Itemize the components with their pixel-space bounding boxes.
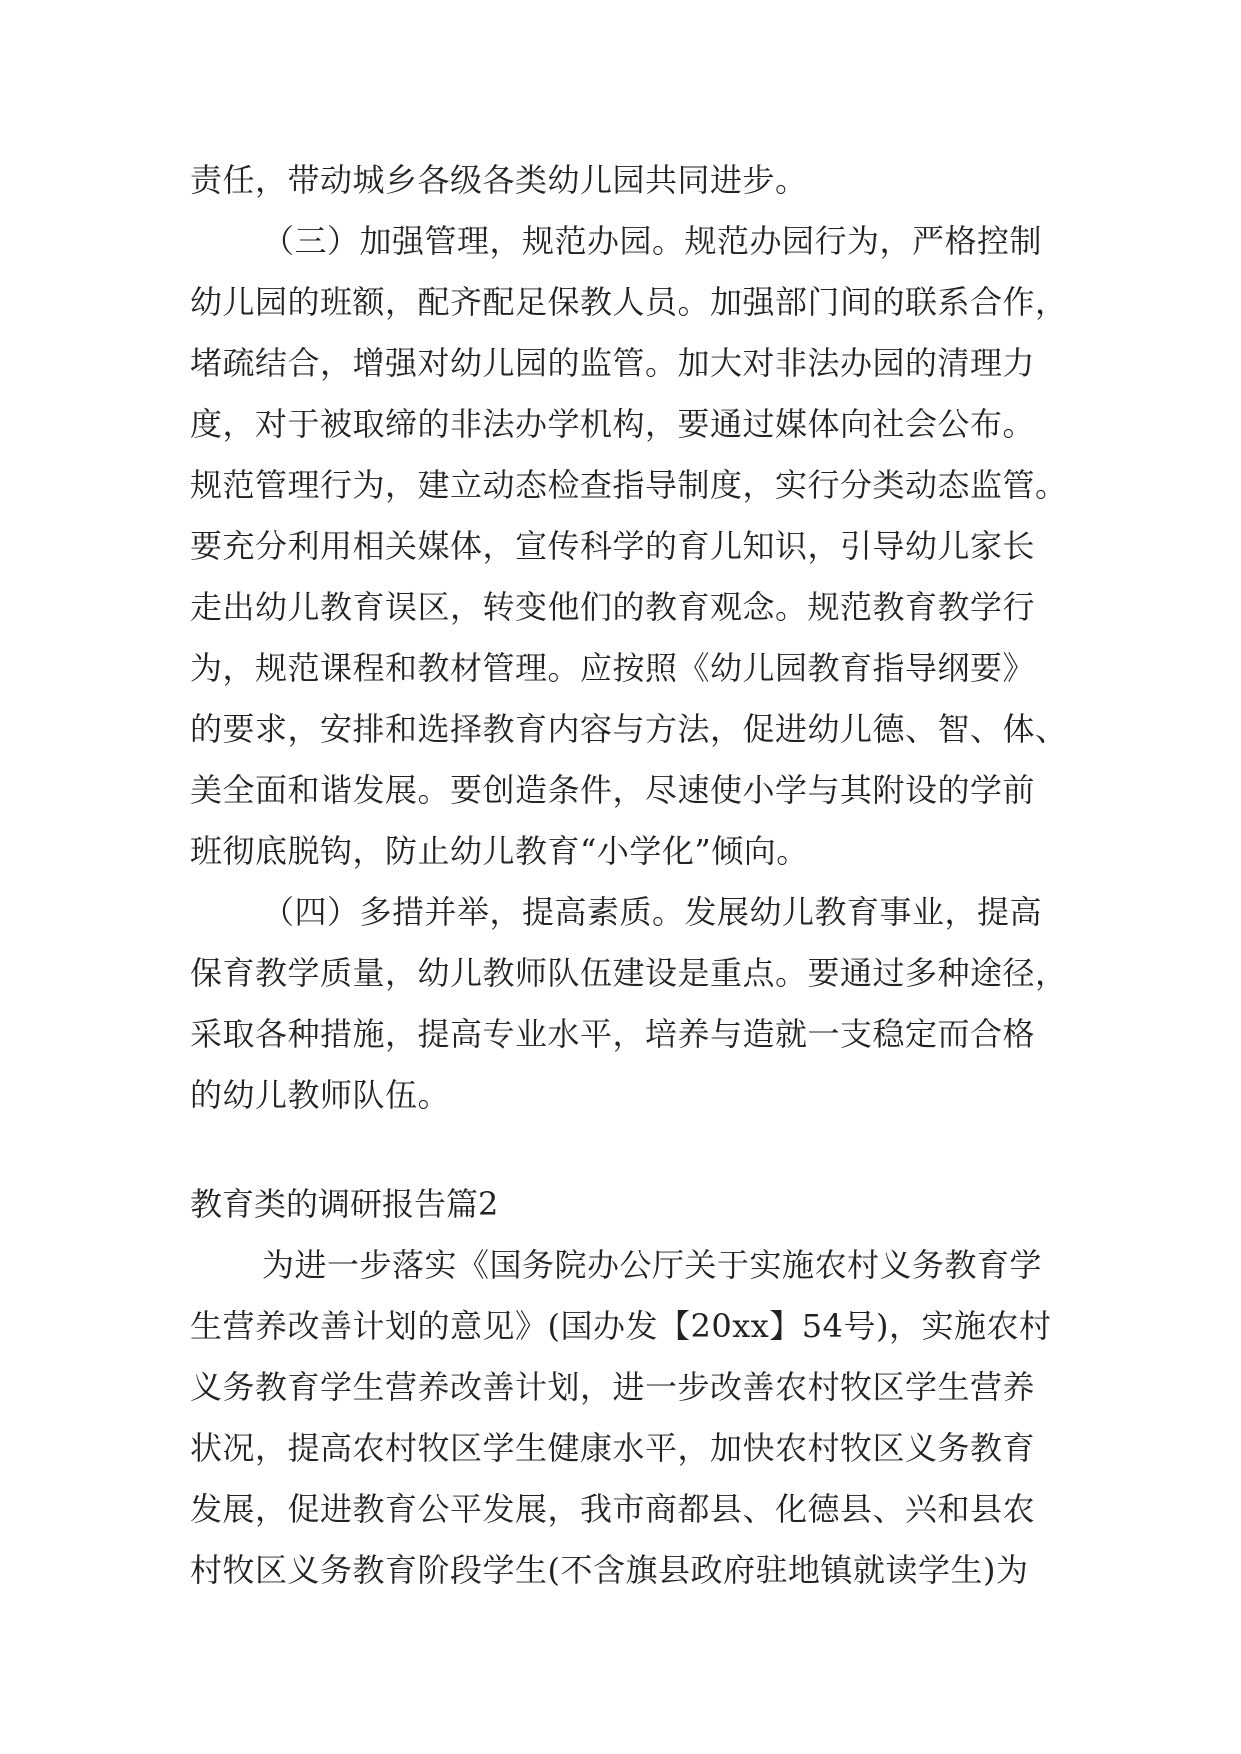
text-line: 采取各种措施，提高专业水平，培养与造就一支稳定而合格 xyxy=(190,1015,1036,1053)
text-line: 班彻底脱钩，防止幼儿教育“小学化”倾向。 xyxy=(190,832,809,870)
document-page xyxy=(190,150,1068,1601)
text-line: 堵疏结合，增强对幼儿园的监管。加大对非法办园的清理力 xyxy=(190,344,1036,382)
text-line: 发展，促进教育公平发展，我市商都县、化德县、兴和县农 xyxy=(190,1490,1036,1528)
text-line: 村牧区义务教育阶段学生(不含旗县政府驻地镇就读学生)为 xyxy=(190,1551,1029,1589)
text-line: 要充分利用相关媒体，宣传科学的育儿知识，引导幼儿家长 xyxy=(190,527,1036,565)
text-line: 责任，带动城乡各级各类幼儿园共同进步。 xyxy=(190,161,808,199)
text-line: 义务教育学生营养改善计划，进一步改善农村牧区学生营养 xyxy=(190,1368,1036,1406)
text-line: 规范管理行为，建立动态检查指导制度，实行分类动态监管。 xyxy=(190,466,1068,504)
text-line: 走出幼儿教育误区，转变他们的教育观念。规范教育教学行 xyxy=(190,588,1036,626)
text-line: 保育教学质量，幼儿教师队伍建设是重点。要通过多种途径， xyxy=(190,954,1068,992)
text-line: 状况，提高农村牧区学生健康水平，加快农村牧区义务教育 xyxy=(190,1429,1036,1467)
text-line: 美全面和谐发展。要创造条件，尽速使小学与其附设的学前 xyxy=(190,771,1036,809)
text-line: 的幼儿教师队伍。 xyxy=(190,1076,451,1114)
text-line: 为，规范课程和教材管理。应按照《幼儿园教育指导纲要》 xyxy=(190,649,1036,687)
text-line: 的要求，安排和选择教育内容与方法，促进幼儿德、智、体、 xyxy=(190,710,1068,748)
text-line: 生营养改善计划的意见》(国办发【20xx】54号)，实施农村 xyxy=(190,1307,1052,1345)
text-line: 为进一步落实《国务院办公厅关于实施农村义务教育学 xyxy=(262,1246,1043,1284)
text-line: 度，对于被取缔的非法办学机构，要通过媒体向社会公布。 xyxy=(190,405,1036,443)
section-heading: 教育类的调研报告篇2 xyxy=(190,1185,499,1223)
text-line: 幼儿园的班额，配齐配足保教人员。加强部门间的联系合作， xyxy=(190,283,1068,321)
text-line: （三）加强管理，规范办园。规范办园行为，严格控制 xyxy=(262,222,1043,260)
text-line: （四）多措并举，提高素质。发展幼儿教育事业，提高 xyxy=(262,893,1043,931)
